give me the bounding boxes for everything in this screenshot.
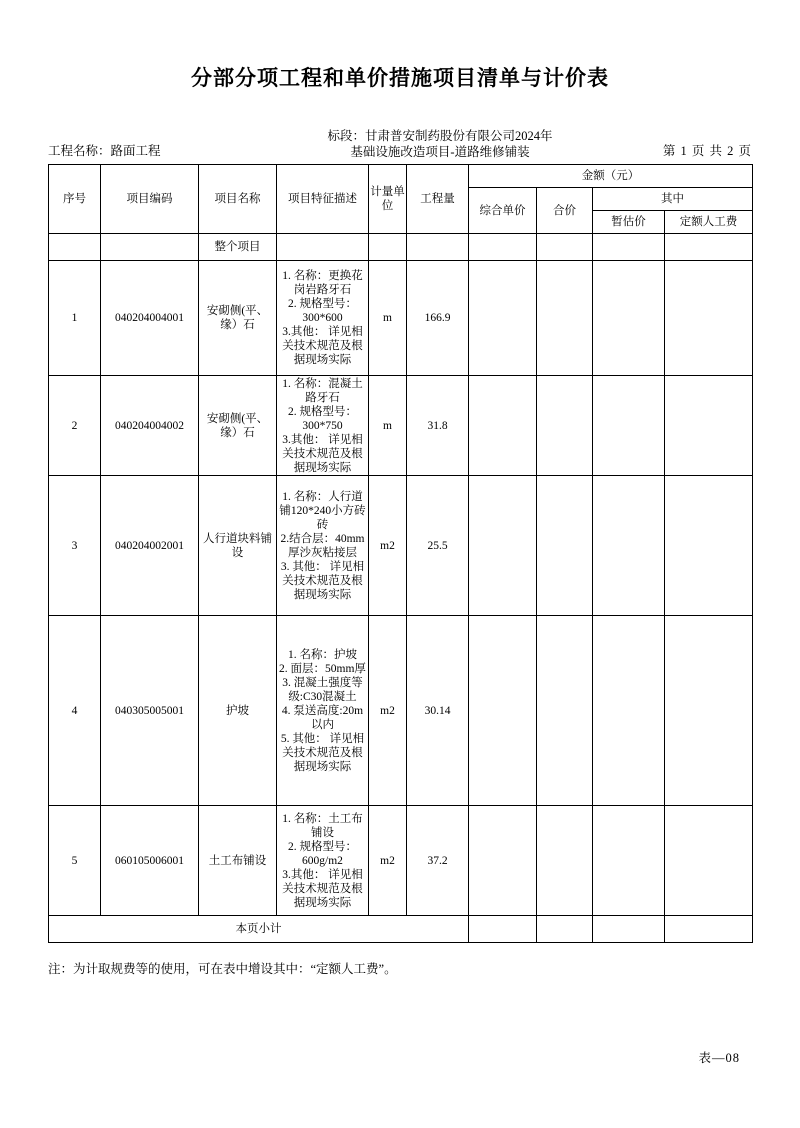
document-meta: [48, 126, 752, 160]
cell-unit-price: [469, 476, 537, 616]
cell-estimated-price: [593, 476, 665, 616]
cell-subtotal-estimated-price: [593, 916, 665, 943]
cell-code: 040204002001: [101, 476, 199, 616]
cell-total-price: [537, 234, 593, 261]
cell-unit-price: [469, 234, 537, 261]
header-seq: 序号: [49, 165, 101, 234]
cell-total-price: [537, 806, 593, 916]
cell-feature: 1. 名称：人行道铺120*240小方砖砖 2.结合层：40mm厚沙灰粘接层 3. 其他： 详见相关技术规范及根据现场实际: [277, 476, 369, 616]
page-indicator: 第 1 页 共 2 页: [662, 144, 752, 158]
cell-feature: [277, 234, 369, 261]
cell-quantity: 30.14: [407, 616, 469, 806]
section-line-2: 基础设施改造项目-道路维修铺装: [350, 145, 530, 159]
bill-of-quantities-table: [48, 164, 753, 943]
cell-subtotal-total-price: [537, 916, 593, 943]
table-header-row-1: [49, 165, 753, 188]
project-name: 工程名称：路面工程: [48, 144, 161, 158]
table-row: [49, 376, 753, 476]
cell-seq: 3: [49, 476, 101, 616]
header-labor-cost: 定额人工费: [665, 211, 753, 234]
cell-code: 040305005001: [101, 616, 199, 806]
cell-code: 040204004001: [101, 261, 199, 376]
cell-unit-price: [469, 376, 537, 476]
header-amount-group: 金额（元）: [469, 165, 753, 188]
cell-subtotal-label: 本页小计: [49, 916, 469, 943]
cell-total-price: [537, 261, 593, 376]
cell-feature: 1. 名称：更换花岗岩路牙石 2. 规格型号：300*600 3.其他： 详见相关技术规范及根据现场实际: [277, 261, 369, 376]
table-row-whole-project: [49, 234, 753, 261]
header-quantity: 工程量: [407, 165, 469, 234]
cell-unit: m: [369, 261, 407, 376]
cell-total-price: [537, 476, 593, 616]
table-note: 注：为计取规费等的使用，可在表中增设其中：“定额人工费”。: [48, 962, 397, 976]
header-among-which: 其中: [593, 188, 753, 211]
cell-unit: m2: [369, 616, 407, 806]
cell-total-price: [537, 376, 593, 476]
header-total-price: 合价: [537, 188, 593, 234]
cell-quantity: 166.9: [407, 261, 469, 376]
table-row: [49, 806, 753, 916]
cell-name: 安砌侧(平、缘）石: [199, 261, 277, 376]
cell-unit-price: [469, 806, 537, 916]
header-feature: 项目特征描述: [277, 165, 369, 234]
cell-unit: m: [369, 376, 407, 476]
cell-total-price: [537, 616, 593, 806]
cell-estimated-price: [593, 806, 665, 916]
table-row: [49, 476, 753, 616]
cell-subtotal-unit-price: [469, 916, 537, 943]
cell-feature: 1. 名称：土工布铺设 2. 规格型号：600g/m2 3.其他： 详见相关技术规范及根据现场实际: [277, 806, 369, 916]
cell-estimated-price: [593, 376, 665, 476]
cell-labor-cost: [665, 806, 753, 916]
header-name: 项目名称: [199, 165, 277, 234]
cell-labor-cost: [665, 616, 753, 806]
cell-unit: [369, 234, 407, 261]
table-row-subtotal: [49, 916, 753, 943]
cell-code: 040204004002: [101, 376, 199, 476]
cell-seq: [49, 234, 101, 261]
cell-seq: 1: [49, 261, 101, 376]
cell-seq: 5: [49, 806, 101, 916]
cell-estimated-price: [593, 261, 665, 376]
cell-feature: 1. 名称：护坡 2. 面层：50mm厚 3. 混凝土强度等级:C30混凝土 4. 泵送高度:20m以内 5. 其他： 详见相关技术规范及根据现场实际: [277, 616, 369, 806]
cell-seq: 4: [49, 616, 101, 806]
cell-unit-price: [469, 616, 537, 806]
cell-whole-project-label: 整个项目: [199, 234, 277, 261]
cell-seq: 2: [49, 376, 101, 476]
header-unit: 计量单位: [369, 165, 407, 234]
cell-labor-cost: [665, 376, 753, 476]
header-unit-price: 综合单价: [469, 188, 537, 234]
cell-quantity: 37.2: [407, 806, 469, 916]
cell-code: [101, 234, 199, 261]
page-title: 分部分项工程和单价措施项目清单与计价表: [191, 66, 609, 90]
cell-subtotal-labor-cost: [665, 916, 753, 943]
header-estimated-price: 暂估价: [593, 211, 665, 234]
table-row: [49, 616, 753, 806]
cell-quantity: 25.5: [407, 476, 469, 616]
cell-unit-price: [469, 261, 537, 376]
cell-name: 土工布铺设: [199, 806, 277, 916]
table-footer: [49, 916, 753, 943]
cell-labor-cost: [665, 261, 753, 376]
cell-labor-cost: [665, 234, 753, 261]
cell-name: 护坡: [199, 616, 277, 806]
cell-quantity: 31.8: [407, 376, 469, 476]
table-body: [49, 234, 753, 916]
cell-feature: 1. 名称：混凝土路牙石 2. 规格型号：300*750 3.其他： 详见相关技术规范及根据现场实际: [277, 376, 369, 476]
cell-name: 人行道块料铺设: [199, 476, 277, 616]
cell-estimated-price: [593, 234, 665, 261]
form-code: 表—08: [698, 1051, 740, 1065]
cell-quantity: [407, 234, 469, 261]
cell-name: 安砌侧(平、缘）石: [199, 376, 277, 476]
cell-code: 060105006001: [101, 806, 199, 916]
cell-unit: m2: [369, 806, 407, 916]
section-info: [258, 128, 622, 160]
section-line-1: 标段：甘肃普安制药股份有限公司2024年: [327, 129, 553, 143]
header-code: 项目编码: [101, 165, 199, 234]
table-row: [49, 261, 753, 376]
cell-unit: m2: [369, 476, 407, 616]
cell-labor-cost: [665, 476, 753, 616]
cell-estimated-price: [593, 616, 665, 806]
